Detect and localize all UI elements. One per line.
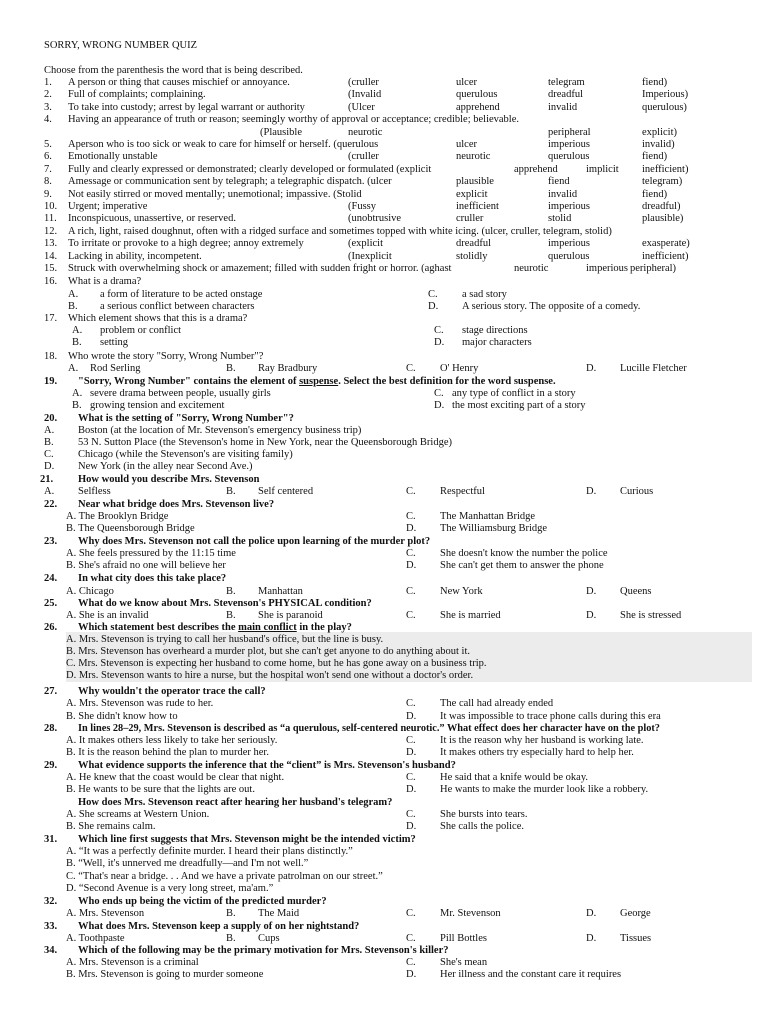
q32-number: 32. [44, 896, 58, 907]
vocab-item-8-number: 8. [44, 176, 52, 188]
q28-option-a: A. It makes others less likely to take her seriously. [66, 735, 278, 746]
q16-option-d: A serious story. The opposite of a comedy. [462, 301, 641, 312]
q18-number: 18. [44, 351, 58, 362]
vocab-item-14-number: 14. [44, 250, 58, 262]
vocab-item-0-choice-w1: (cruller [348, 77, 379, 88]
q31-number: 31. [44, 834, 58, 845]
q20-option-c: Chicago (while the Stevenson's are visiting family) [78, 449, 293, 460]
q19-a-letter: A. [72, 388, 83, 399]
q33-b-letter: B. [226, 933, 236, 944]
vocab-item-2-choice-w2: apprehend [456, 101, 500, 113]
vocab-item-13-choice-w4: exasperate) [642, 238, 690, 250]
q23-number: 23. [44, 536, 58, 547]
vocab-item-10-definition: Urgent; imperative [68, 201, 148, 212]
q18-option-d: Lucille Fletcher [620, 363, 687, 374]
q29-text: What evidence supports the inference that the “client” is Mrs. Stevenson's husband? [78, 760, 456, 771]
vocab-item-5-choice-w3: imperious [548, 139, 590, 150]
q28-option-b: B. It is the reason behind the plan to murder her. [66, 747, 269, 758]
vocab-item-5-choice-w2: ulcer [456, 139, 477, 150]
q19-d-letter: D. [434, 400, 445, 411]
q32-b-letter: B. [226, 908, 236, 919]
q33-option-a: A. Toothpaste [66, 933, 125, 944]
vocab-item-9-definition: Not easily stirred or moved mentally; unemotional; impassive. (Stolid [68, 188, 362, 200]
vocab-item-15-choice-w4b: peripheral) [630, 263, 677, 274]
vocab-item-2-choice-w3: invalid [548, 101, 578, 113]
q33-option-d: Tissues [620, 933, 652, 944]
q21-option-d: Curious [620, 486, 654, 497]
q24-text: In what city does this take place? [78, 573, 227, 584]
vocab-item-5-number: 5. [44, 139, 52, 150]
q20-d-letter: D. [44, 461, 55, 472]
q23-option-d: She can't get them to answer the phone [440, 560, 604, 571]
q25-c-letter: C. [406, 610, 416, 621]
q19-option-d: the most exciting part of a story [452, 400, 586, 411]
vocab-item-13-definition: To irritate or provoke to a high degree; annoy extremely [68, 238, 304, 250]
q24-option-c: New York [440, 586, 483, 597]
q18-option-a: Rod Serling [90, 363, 141, 374]
q28-c-letter: C. [406, 735, 416, 746]
q29-c-letter: C. [406, 772, 416, 783]
vocab-item-0-number: 1. [44, 77, 52, 88]
vocab-item-6-choice-w1: (cruller [348, 151, 379, 163]
q26-option-c: C. Mrs. Stevenson is expecting her husband to come home, but he has gone away on a business trip. [66, 658, 487, 669]
q23-option-a: A. She feels pressured by the 11:15 time [66, 548, 236, 559]
q28-option-d: It makes others try especially hard to help her. [440, 747, 634, 758]
q33-c-letter: C. [406, 933, 416, 944]
q30-text: How does Mrs. Stevenson react after hearing her husband's telegram? [78, 797, 393, 808]
q17-option-a: problem or conflict [100, 325, 182, 336]
q26-number: 26. [44, 622, 58, 633]
vocab-item-6-definition: Emotionally unstable [68, 151, 158, 163]
q23-text: Why does Mrs. Stevenson not call the police upon learning of the murder plot? [78, 536, 431, 547]
q18-option-b: Ray Bradbury [258, 363, 318, 374]
q26-option-d: D. Mrs. Stevenson wants to hire a nurse, but the hospital won't send one without a doctor's order. [66, 670, 474, 681]
q31-option-a: A. “It was a perfectly definite murder. I heard their plans distinctly.” [66, 846, 353, 857]
q27-text: Why wouldn't the operator trace the call? [78, 686, 266, 697]
q30-option-c: She bursts into tears. [440, 809, 528, 820]
q17-option-b: setting [100, 337, 128, 348]
q18-a-letter: A. [68, 363, 79, 374]
q21-c-letter: C. [406, 486, 416, 497]
q31-option-b: B. “Well, it's unnerved me dreadfully—and I'm not well.” [66, 858, 309, 869]
q28-d-letter: D. [406, 747, 417, 758]
q23-option-c: She doesn't know the number the police [440, 548, 608, 559]
q16-option-a: a form of literature to be acted onstage [100, 289, 263, 300]
q20-option-a: Boston (at the location of Mr. Stevenson's emergency business trip) [78, 425, 362, 436]
q21-d-letter: D. [586, 486, 597, 497]
q33-option-c: Pill Bottles [440, 933, 487, 944]
q17-b-letter: B. [72, 337, 82, 348]
q33-number: 33. [44, 921, 58, 932]
vocab-item-2-definition: To take into custody; arrest by legal warrant or authority [68, 101, 305, 113]
q25-text: What do we know about Mrs. Stevenson's PHYSICAL condition? [78, 598, 372, 609]
q19-option-b: growing tension and excitement [90, 400, 225, 411]
q17-number: 17. [44, 313, 58, 324]
q19-keyword: suspense [299, 376, 339, 387]
q34-option-d: Her illness and the constant care it requires [440, 969, 622, 980]
vocab-item-9-choice-w3: invalid [548, 188, 578, 200]
q19-option-c: any type of conflict in a story [452, 388, 576, 399]
vocab-item-1-choice-w2: querulous [456, 89, 498, 101]
vocab-item-10-choice-w2: inefficient [456, 201, 499, 212]
q16-option-b: a serious conflict between characters [100, 301, 255, 312]
q24-option-d: Queens [620, 586, 652, 597]
vocab-item-15-choice-w2b: neurotic [514, 263, 549, 274]
q20-option-b: 53 N. Sutton Place (the Stevenson's home in New York, near the Queensborough Bridge) [78, 437, 453, 448]
q29-option-c: He said that a knife would be okay. [440, 772, 589, 783]
q30-option-b: B. She remains calm. [66, 821, 156, 832]
vocab-item-1-choice-w1: (Invalid [348, 89, 382, 101]
q19-text: "Sorry, Wrong Number" contains the element of suspense. Select the best definition for the word suspense. [78, 376, 556, 387]
vocab-item-4-choice-w4: explicit) [642, 126, 677, 138]
vocab-item-11-choice-w1: (unobtrusive [348, 213, 402, 225]
vocab-item-14-choice-w2: stolidly [456, 250, 488, 262]
q27-option-c: The call had already ended [440, 698, 554, 709]
vocab-item-0-definition: A person or thing that causes mischief or annoyance. [68, 77, 290, 88]
q21-number: 21. [40, 474, 54, 485]
q21-b-letter: B. [226, 486, 236, 497]
q32-text: Who ends up being the victim of the predicted murder? [78, 896, 327, 907]
q20-text: What is the setting of "Sorry, Wrong Number"? [78, 413, 294, 424]
vocab-item-6-number: 6. [44, 151, 52, 163]
vocab-item-11-choice-w4: plausible) [642, 213, 684, 225]
vocab-item-14-choice-w4: inefficient) [642, 250, 689, 262]
q32-d-letter: D. [586, 908, 597, 919]
vocab-item-11-definition: Inconspicuous, unassertive, or reserved. [68, 213, 236, 225]
q22-option-a: A. The Brooklyn Bridge [66, 511, 169, 522]
vocab-item-15-choice-w3b: imperious [586, 263, 628, 274]
vocab-item-6-choice-w4: fiend) [642, 151, 668, 163]
q20-option-d: New York (in the alley near Second Ave.) [78, 461, 253, 472]
vocab-item-4-choice-w0: (Plausible [260, 126, 302, 138]
vocab-item-10-choice-w4: dreadful) [642, 201, 681, 212]
q27-c-letter: C. [406, 698, 416, 709]
vocab-item-13-number: 13. [44, 238, 58, 250]
q22-option-b: B. The Queensborough Bridge [66, 523, 195, 534]
q16-b-letter: B. [68, 301, 78, 312]
vocab-item-0-choice-w3: telegram [548, 77, 585, 88]
q26-option-a: A. Mrs. Stevenson is trying to call her husband's office, but the line is busy. [66, 634, 384, 645]
vocab-item-8-definition: Amessage or communication sent by telegraph; a telegraphic dispatch. (ulcer [68, 176, 392, 188]
q19-c-letter: C. [434, 388, 444, 399]
vocab-item-8-choice-w2: plausible [456, 176, 494, 188]
vocab-item-9-number: 9. [44, 188, 52, 200]
q22-number: 22. [44, 499, 58, 510]
q29-number: 29. [44, 760, 58, 771]
q22-text: Near what bridge does Mrs. Stevenson live? [78, 499, 275, 510]
q24-option-a: A. Chicago [66, 586, 114, 597]
q33-d-letter: D. [586, 933, 597, 944]
q25-option-a: A. She is an invalid [66, 610, 149, 621]
vocab-item-10-choice-w3: imperious [548, 201, 590, 212]
vocab-item-13-choice-w3: imperious [548, 238, 590, 250]
q34-option-c: She's mean [440, 957, 488, 968]
vocab-item-15-definition: Struck with overwhelming shock or amazement; filled with sudden fright or horror. (aghast [68, 263, 452, 274]
q31-option-d: D. “Second Avenue is a very long street, ma'am.” [66, 883, 274, 894]
vocab-item-1-number: 2. [44, 89, 52, 101]
vocab-item-0-choice-w2: ulcer [456, 77, 477, 88]
vocab-item-3-definition: Having an appearance of truth or reason; seemingly worthy of approval or acceptance; credible; believable. [68, 114, 520, 126]
vocab-item-2-choice-w4: querulous) [642, 101, 687, 113]
q17-c-letter: C. [434, 325, 444, 336]
q21-a-letter: A. [44, 486, 55, 497]
vocab-item-8-choice-w4: telegram) [642, 176, 683, 188]
q34-number: 34. [44, 945, 58, 956]
q30-c-letter: C. [406, 809, 416, 820]
vocab-item-1-choice-w4: Imperious) [642, 89, 689, 101]
vocab-item-14-choice-w3: querulous [548, 250, 590, 262]
vocab-item-14-definition: Lacking in ability, incompetent. [68, 250, 202, 262]
vocab-item-10-choice-w1: (Fussy [348, 201, 377, 212]
q17-text: Which element shows that this is a drama? [68, 313, 248, 324]
q25-d-letter: D. [586, 610, 597, 621]
q24-d-letter: D. [586, 586, 597, 597]
q21-option-c: Respectful [440, 486, 485, 497]
q31-text: Which line first suggests that Mrs. Stevenson might be the intended victim? [78, 834, 416, 845]
vocab-item-1-choice-w3: dreadful [548, 89, 583, 101]
q28-option-c: It is the reason why her husband is working late. [440, 735, 644, 746]
vocab-item-11-choice-w3: stolid [548, 213, 572, 225]
q34-option-a: A. Mrs. Stevenson is a criminal [66, 957, 199, 968]
q25-option-d: She is stressed [620, 610, 682, 621]
q23-d-letter: D. [406, 560, 417, 571]
q25-option-b: She is paranoid [258, 610, 323, 621]
q17-option-c: stage directions [462, 325, 528, 336]
q30-option-d: She calls the police. [440, 821, 524, 832]
vocab-item-7-choice-w2b: apprehend [514, 163, 558, 175]
q20-a-letter: A. [44, 425, 55, 436]
q27-d-letter: D. [406, 711, 417, 722]
q27-option-b: B. She didn't know how to [66, 711, 178, 722]
q16-d-letter: D. [428, 301, 439, 312]
vocab-item-13-choice-w1: (explicit [348, 238, 383, 250]
q17-option-d: major characters [462, 337, 532, 348]
q20-b-letter: B. [44, 437, 54, 448]
q33-text: What does Mrs. Stevenson keep a supply of on her nightstand? [78, 921, 360, 932]
q33-option-b: Cups [258, 933, 280, 944]
vocab-item-0-choice-w4: fiend) [642, 77, 668, 88]
instructions: Choose from the parenthesis the word that is being described. [44, 65, 303, 76]
q24-c-letter: C. [406, 586, 416, 597]
vocab-item-7-number: 7. [44, 163, 52, 175]
q30-d-letter: D. [406, 821, 417, 832]
q17-d-letter: D. [434, 337, 445, 348]
q27-option-a: A. Mrs. Stevenson was rude to her. [66, 698, 214, 709]
q21-option-a: Selfless [78, 486, 111, 497]
q29-d-letter: D. [406, 784, 417, 795]
vocab-item-10-number: 10. [44, 201, 58, 212]
q32-option-a: A. Mrs. Stevenson [66, 908, 145, 919]
q16-number: 16. [44, 276, 58, 287]
q32-option-d: George [620, 908, 651, 919]
q18-c-letter: C. [406, 363, 416, 374]
q25-option-c: She is married [440, 610, 501, 621]
q18-b-letter: B. [226, 363, 236, 374]
q24-b-letter: B. [226, 586, 236, 597]
vocab-item-7-choice-w3b: implicit [586, 163, 619, 175]
q22-c-letter: C. [406, 511, 416, 522]
q27-number: 27. [44, 686, 58, 697]
q19-number: 19. [44, 376, 58, 387]
q24-number: 24. [44, 573, 58, 584]
q19-option-a: severe drama between people, usually girls [90, 388, 271, 399]
q28-text: In lines 28–29, Mrs. Stevenson is described as “a querulous, self-centered neurotic.” What effect does her character have on the plot? [78, 723, 660, 734]
q22-option-d: The Williamsburg Bridge [440, 523, 548, 534]
q30-option-a: A. She screams at Western Union. [66, 809, 210, 820]
q22-option-c: The Manhattan Bridge [440, 511, 536, 522]
q34-c-letter: C. [406, 957, 416, 968]
q23-c-letter: C. [406, 548, 416, 559]
q20-number: 20. [44, 413, 58, 424]
vocab-item-1-definition: Full of complaints; complaining. [68, 89, 206, 101]
vocab-item-9-choice-w4: fiend) [642, 188, 668, 200]
q16-c-letter: C. [428, 289, 438, 300]
q16-option-c: a sad story [462, 289, 507, 300]
q20-c-letter: C. [44, 449, 54, 460]
q18-text: Who wrote the story "Sorry, Wrong Number"? [68, 351, 264, 362]
vocab-item-6-choice-w2: neurotic [456, 151, 491, 163]
q28-number: 28. [44, 723, 58, 734]
vocab-item-14-choice-w1: (Inexplicit [348, 250, 392, 262]
q26-option-b: B. Mrs. Stevenson has overheard a murder plot, but she can't get anyone to do anything about it. [66, 646, 471, 657]
q29-option-a: A. He knew that the coast would be clear that night. [66, 772, 285, 783]
q26-text: Which statement best describes the main conflict in the play? [78, 622, 352, 633]
vocab-item-8-choice-w3: fiend [548, 176, 570, 188]
q21-text: How would you describe Mrs. Stevenson [78, 474, 260, 485]
q25-b-letter: B. [226, 610, 236, 621]
q17-a-letter: A. [72, 325, 83, 336]
q31-option-c: C. “That's near a bridge. . . And we have a private patrolman on our street.” [66, 871, 383, 882]
q25-number: 25. [44, 598, 58, 609]
vocab-item-13-choice-w2: dreadful [456, 238, 491, 250]
q23-option-b: B. She's afraid no one will believe her [66, 560, 226, 571]
q32-option-b: The Maid [258, 908, 300, 919]
vocab-item-11-number: 11. [44, 213, 57, 225]
vocab-item-11-choice-w2: cruller [456, 213, 484, 225]
vocab-item-7-choice-w4: inefficient) [642, 163, 689, 175]
q21-option-b: Self centered [258, 486, 314, 497]
vocab-item-5-definition: Aperson who is too sick or weak to care for himself or herself. (querulous [68, 139, 379, 150]
vocab-item-7-definition: Fully and clearly expressed or demonstrated; clearly developed or formulated (explicit [68, 163, 432, 175]
q18-option-c: O' Henry [440, 363, 479, 374]
q26-keyword: main conflict [238, 622, 297, 633]
vocab-item-6-choice-w3: querulous [548, 151, 590, 163]
q29-option-b: B. He wants to be sure that the lights are out. [66, 784, 255, 795]
vocab-item-4-choice-w1: neurotic [348, 126, 383, 138]
q32-option-c: Mr. Stevenson [440, 908, 501, 919]
q24-option-b: Manhattan [258, 586, 303, 597]
q29-option-d: He wants to make the murder look like a robbery. [440, 784, 649, 795]
q22-d-letter: D. [406, 523, 417, 534]
q34-d-letter: D. [406, 969, 417, 980]
vocab-item-5-choice-w4: invalid) [642, 139, 675, 150]
q27-option-d: It was impossible to trace phone calls during this era [440, 711, 661, 722]
vocab-item-2-number: 3. [44, 101, 52, 113]
q32-c-letter: C. [406, 908, 416, 919]
vocab-item-9-choice-w2: explicit [456, 188, 488, 200]
q18-d-letter: D. [586, 363, 597, 374]
vocab-item-2-choice-w1: (Ulcer [348, 101, 375, 113]
q34-text: Which of the following may be the primary motivation for Mrs. Stevenson's killer? [78, 945, 449, 956]
q19-b-letter: B. [72, 400, 82, 411]
vocab-item-15-number: 15. [44, 263, 58, 274]
vocab-item-4-choice-w3: peripheral [548, 126, 591, 138]
q16-text: What is a drama? [68, 276, 142, 287]
quiz-title: SORRY, WRONG NUMBER QUIZ [44, 40, 198, 51]
vocab-item-3-number: 4. [44, 114, 52, 126]
vocab-item-12-definition: A rich, light, raised doughnut, often with a ridged surface and sometimes topped with white icing. (ulcer, cruller, telegram, stolid) [68, 225, 612, 237]
vocab-item-12-number: 12. [44, 225, 58, 237]
q16-a-letter: A. [68, 289, 79, 300]
q34-option-b: B. Mrs. Stevenson is going to murder someone [66, 969, 264, 980]
